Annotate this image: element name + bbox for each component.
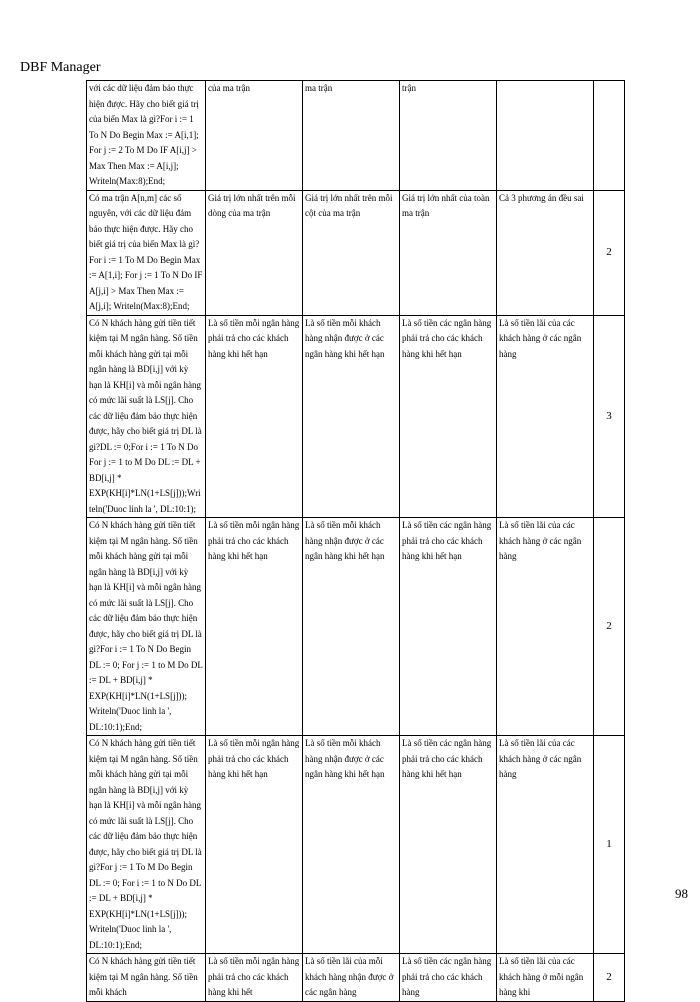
option-c-cell: Là số tiền các ngân hàng phải trả cho các khách hàng khi hết hạn	[400, 518, 497, 736]
option-c-cell: trận	[400, 81, 497, 191]
table-row	[87, 81, 625, 191]
answer-cell	[594, 81, 625, 191]
table-row	[87, 954, 625, 1002]
question-cell: Có ma trận A[n,m] các số nguyên, với các dữ liệu đảm bảo thực hiện được. Hãy cho biết giá trị của biến Max là gì?For i := 1 To M Do Begin Max := A[1,i]; For j := 1 To N Do IF A[j,i] > Max Then Max := A[j,i]; Writeln(Max:8);End;	[87, 190, 206, 315]
question-cell: Có N khách hàng gửi tiền tiết kiệm tại M ngân hàng. Số tiền mỗi khách hàng gửi tại mỗi ngân hàng là BD[i,j] với kỳ hạn là KH[i] và mỗi ngân hàng có mức lãi suất là LS[j]. Cho các dữ liệu đảm bảo thực hiện được, hãy cho biết giá trị DL là gì?For i := 1 To N Do Begin DL := 0; For j := 1 to M Do DL := DL + BD[i,j] * EXP(KH[i]*LN(1+LS[j])); Writeln('Duoc linh la ', DL:10:1);End;	[87, 518, 206, 736]
option-a-cell: Là số tiền mỗi ngân hàng phải trả cho các khách hàng khi hết hạn	[206, 315, 303, 518]
option-b-cell: ma trận	[303, 81, 400, 191]
answer-cell: 1	[594, 736, 625, 954]
answer-cell: 3	[594, 315, 625, 518]
option-b-cell: Là số tiền lãi của mỗi khách hàng nhận được ở các ngân hàng	[303, 954, 400, 1002]
option-d-cell: Cả 3 phương án đều sai	[497, 190, 594, 315]
answer-cell: 2	[594, 954, 625, 1002]
question-cell: Có N khách hàng gửi tiền tiết kiệm tại M ngân hàng. Số tiền mỗi khách hàng gửi tại mỗi ngân hàng là BD[i,j] với kỳ hạn là KH[i] và mỗi ngân hàng có mức lãi suất là LS[j]. Cho các dữ liệu đảm bảo thực hiện được, hãy cho biết giá trị DL là gì?For j := 1 To M Do Begin DL := 0; For i := 1 to N Do DL := DL + BD[i,j] * EXP(KH[i]*LN(1+LS[j])); Writeln('Duoc linh la ', DL:10:1);End;	[87, 736, 206, 954]
table-row	[87, 518, 625, 736]
question-cell: Có N khách hàng gửi tiền tiết kiệm tại M ngân hàng. Số tiền mỗi khách hàng gửi tại mỗi ngân hàng là BD[i,j] với kỳ hạn là KH[i] và mỗi ngân hàng có mức lãi suất là LS[j]. Cho các dữ liệu đảm bảo thực hiện được, hãy cho biết giá trị DL là gì?DL := 0;For i := 1 To N Do For j := 1 to M Do DL := DL + BD[i,j] * EXP(KH[i]*LN(1+LS[j]));Writeln('Duoc linh la ', DL:10:1);	[87, 315, 206, 518]
option-b-cell: Là số tiền mỗi khách hàng nhận được ở các ngân hàng khi hết hạn	[303, 518, 400, 736]
option-d-cell: Là số tiền lãi của các khách hàng ở mỗi ngân hàng khi	[497, 954, 594, 1002]
option-d-cell: Là số tiền lãi của các khách hàng ở các ngân hàng	[497, 736, 594, 954]
question-table	[86, 80, 625, 1002]
option-c-cell: Là số tiền các ngân hàng phải trả cho các khách hàng khi hết hạn	[400, 736, 497, 954]
option-b-cell: Là số tiền mỗi khách hàng nhận được ở các ngân hàng khi hết hạn	[303, 315, 400, 518]
answer-cell: 2	[594, 518, 625, 736]
option-d-cell: Là số tiền lãi của các khách hàng ở các ngân hàng	[497, 518, 594, 736]
option-c-cell: Giá trị lớn nhất của toàn ma trận	[400, 190, 497, 315]
option-a-cell: Là số tiền mỗi ngân hàng phải trả cho các khách hàng khi hết	[206, 954, 303, 1002]
option-a-cell: của ma trận	[206, 81, 303, 191]
app-title: DBF Manager	[20, 60, 101, 75]
option-c-cell: Là số tiền các ngân hàng phải trả cho các khách hàng	[400, 954, 497, 1002]
option-b-cell: Là số tiền mỗi khách hàng nhận được ở các ngân hàng khi hết hạn	[303, 736, 400, 954]
table-row	[87, 315, 625, 518]
table-row	[87, 736, 625, 954]
option-c-cell: Là số tiền các ngân hàng phải trả cho các khách hàng khi hết hạn	[400, 315, 497, 518]
option-d-cell: Là số tiền lãi của các khách hàng ở các ngân hàng	[497, 315, 594, 518]
table-row	[87, 190, 625, 315]
option-d-cell	[497, 81, 594, 191]
question-cell: Có N khách hàng gửi tiền tiết kiệm tại M ngân hàng. Số tiền mỗi khách	[87, 954, 206, 1002]
option-a-cell: Giá trị lớn nhất trên mỗi dòng của ma trận	[206, 190, 303, 315]
page-number: 98	[675, 886, 688, 901]
option-b-cell: Giá trị lớn nhất trên mỗi cột của ma trận	[303, 190, 400, 315]
answer-cell: 2	[594, 190, 625, 315]
option-a-cell: Là số tiền mỗi ngân hàng phải trả cho các khách hàng khi hết hạn	[206, 736, 303, 954]
question-cell: với các dữ liệu đảm bảo thực hiện được. Hãy cho biết giá trị của biến Max là gì?For i := 1 To N Do Begin Max := A[i,1]; For j := 2 To M Do IF A[i,j] > Max Then Max := A[i,j]; Writeln(Max:8);End;	[87, 81, 206, 191]
option-a-cell: Là số tiền mỗi ngân hàng phải trả cho các khách hàng khi hết hạn	[206, 518, 303, 736]
